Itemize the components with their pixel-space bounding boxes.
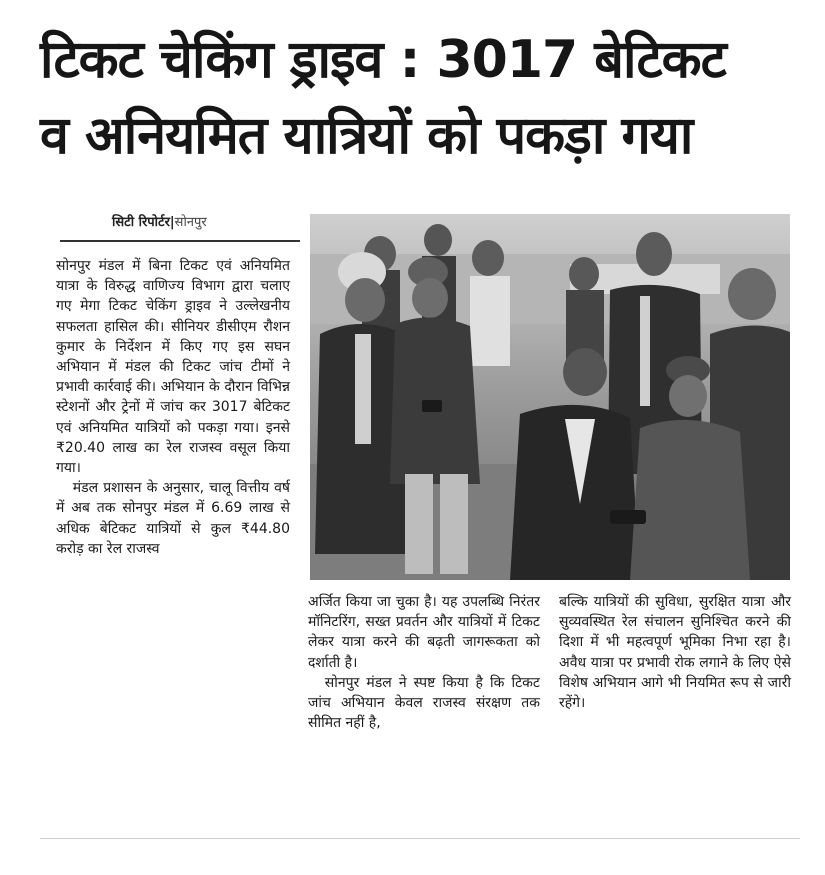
article-paragraph: सोनपुर मंडल ने स्पष्ट किया है कि टिकट जांच अभियान केवल राजस्व संरक्षण तक सीमित नहीं है,: [308, 674, 540, 732]
byline-separator: |: [169, 215, 175, 230]
headline-line-2: व अनियमित यात्रियों को पकड़ा गया: [40, 106, 693, 166]
article-column-3: [559, 592, 791, 713]
bottom-divider: [40, 838, 800, 839]
article-paragraph: बल्कि यात्रियों की सुविधा, सुरक्षित यात्रा और सुव्यवस्थित रेल संचालन सुनिश्चित करने की दिशा में भी महत्वपूर्ण भूमिका निभा रहा है। अवैध यात्रा पर प्रभावी रोक लगाने के लिए ऐसे विशेष अभियान आगे भी नियमित रूप से जारी रहेंगे।: [559, 594, 791, 712]
news-photo: [310, 214, 790, 580]
byline-rule: [60, 240, 300, 242]
headline: [40, 22, 800, 174]
article-paragraph: मंडल प्रशासन के अनुसार, चालू वित्तीय वर्ष में अब तक सोनपुर मंडल में 6.69 लाख से अधिक बेटिकट यात्रियों से कुल ₹44.80 करोड़ का रेल राजस्व: [56, 480, 290, 557]
headline-line-1: टिकट चेकिंग ड्राइव : 3017 बेटिकट: [40, 30, 726, 90]
article-paragraph: अर्जित किया जा चुका है। यह उपलब्धि निरंतर मॉनिटरिंग, सख्त प्रवर्तन और यात्रियों में टिकट लेकर यात्रा करने की बढ़ती जागरूकता को दर्शाती है।: [308, 594, 540, 671]
byline: [112, 212, 207, 230]
ticket-checking-photo-illustration: [310, 214, 790, 580]
byline-reporter: सिटी रिपोर्टर: [112, 215, 170, 230]
article-paragraph: सोनपुर मंडल में बिना टिकट एवं अनियमित यात्रा के विरुद्ध वाणिज्य विभाग द्वारा चलाए गए मेगा टिकट चेकिंग ड्राइव ने उल्लेखनीय सफलता हासिल की। सीनियर डीसीएम रौशन कुमार के निर्देशन में किए गए इस सघन अभियान में मंडल की टिकट जांच टीमों ने प्रभावी कार्रवाई की। अभियान के दौरान विभिन्न स्टेशनों और ट्रेनों में जांच कर 3017 बेटिकट एवं अनियमित यात्रियों को पकड़ा गया। इनसे ₹20.40 लाख का रेल राजस्व वसूल किया गया।: [56, 258, 290, 477]
byline-place: सोनपुर: [174, 215, 207, 230]
article-column-1: [56, 256, 290, 559]
article-column-2: [308, 592, 540, 733]
